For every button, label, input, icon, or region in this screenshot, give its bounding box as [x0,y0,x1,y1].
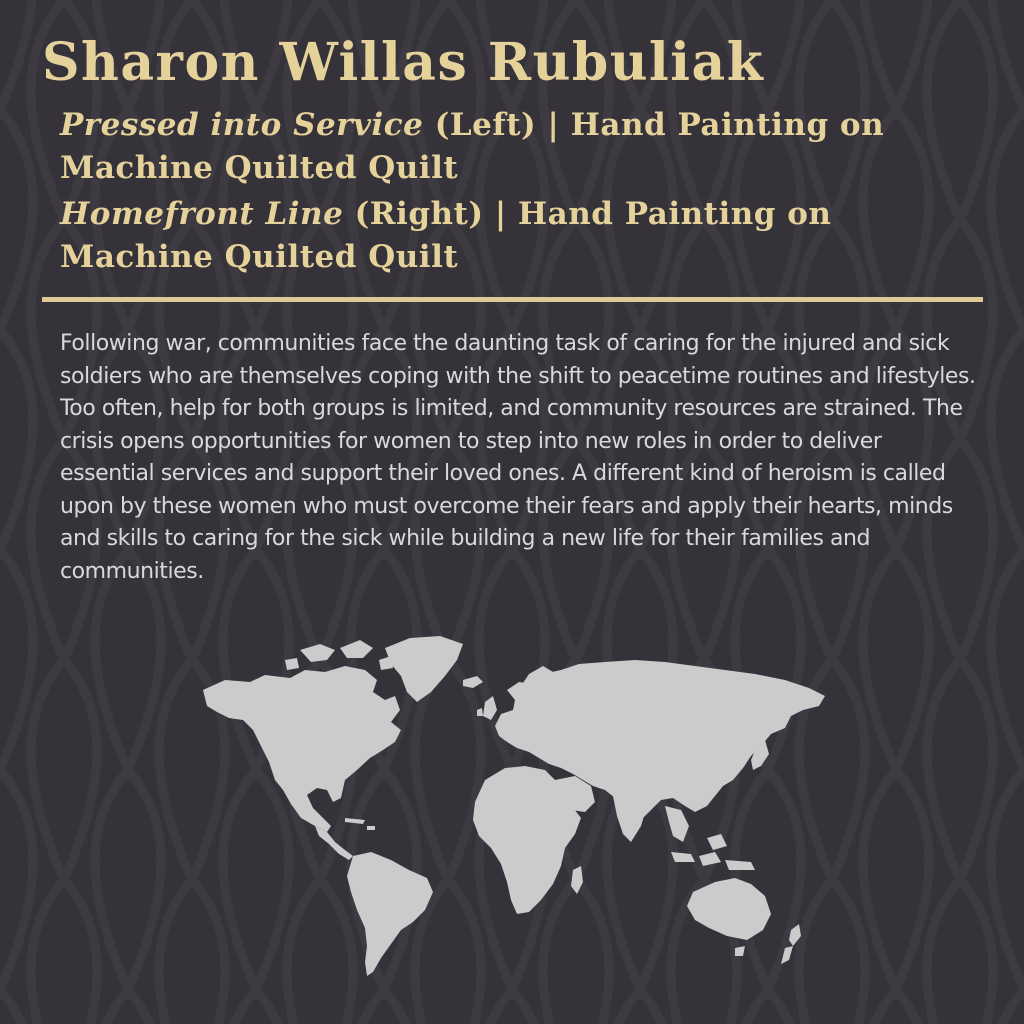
se-asia-shape [665,806,689,842]
works-list [60,104,990,279]
australia-shape [687,878,771,940]
india-shape [613,794,647,842]
work-caption-right [60,193,990,279]
caribbean-shape [345,818,375,830]
madagascar-shape [571,866,583,894]
description-text: Following war, communities face the daunting task of caring for the injured and sick soldiers who are themselves coping with the shift to peacetime routines and lifestyles. Too often, help for both groups is limited, and community resources are strained. The crisis opens opportunities for women to step into new roles in order to deliver essential services and support their loved ones. A different kind of heroism is called upon by these women who must overcome their fears and apply their hearts, minds and skills to caring for the sick while building a new life for their families and communities. [60,331,976,584]
work-title: Homefront Line [60,196,344,232]
uk-shape [477,696,497,720]
work-detail: (Left) | Hand Painting on Machine Quilted Quilt [60,107,885,186]
new-zealand-shape [781,924,801,964]
central-america-shape [315,826,353,860]
greenland-shape [385,636,463,702]
world-map-icon [195,630,835,980]
iceland-shape [463,676,483,688]
arctic-islands-shape [285,640,393,670]
work-caption-left [60,104,990,190]
north-america-shape [203,666,401,832]
work-detail: (Right) | Hand Painting on Machine Quilted Quilt [60,196,832,275]
artist-name: Sharon Willas Rubuliak [42,32,765,93]
gold-divider [42,297,983,302]
tasmania-shape [735,946,745,956]
south-america-shape [347,852,433,976]
work-title: Pressed into Service [60,107,424,143]
